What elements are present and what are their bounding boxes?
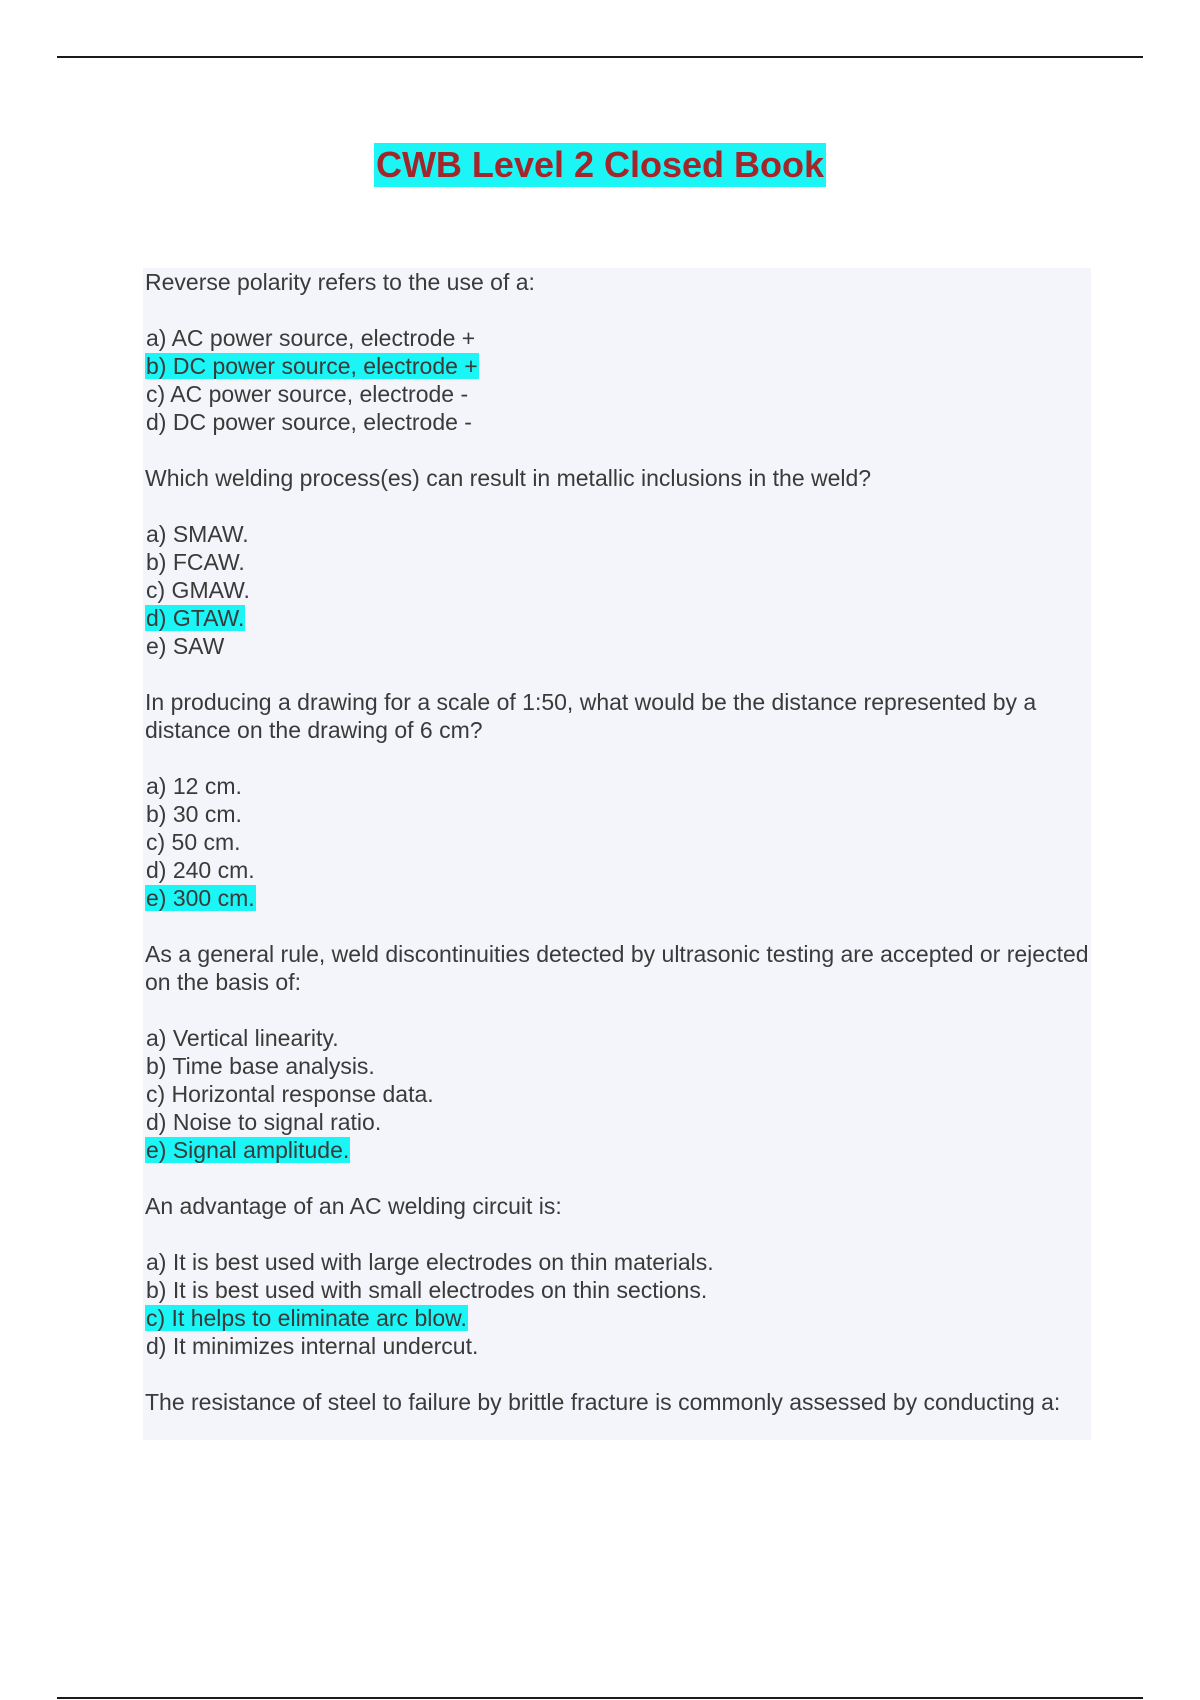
- option: a) It is best used with large electrodes on thin materials.: [146, 1249, 714, 1275]
- option: a) 12 cm.: [146, 773, 242, 799]
- option: b) It is best used with small electrodes on thin sections.: [146, 1277, 708, 1303]
- question-3: [145, 688, 1091, 912]
- option: c) Horizontal response data.: [146, 1081, 434, 1107]
- option-correct: e) Signal amplitude.: [146, 1137, 350, 1163]
- question-text: Reverse polarity refers to the use of a:: [145, 269, 535, 295]
- option: a) Vertical linearity.: [146, 1025, 339, 1051]
- question-text: An advantage of an AC welding circuit is:: [145, 1193, 562, 1219]
- top-rule: [57, 56, 1143, 58]
- option: b) Time base analysis.: [146, 1053, 375, 1079]
- option: c) AC power source, electrode -: [146, 381, 469, 407]
- question-text: In producing a drawing for a scale of 1:50, what would be the distance represented by a distance on the drawing of 6 cm?: [145, 689, 1037, 743]
- option: b) FCAW.: [146, 549, 245, 575]
- question-text: As a general rule, weld discontinuities detected by ultrasonic testing are accepted or rejected on the basis of:: [145, 941, 1089, 995]
- option: c) 50 cm.: [146, 829, 241, 855]
- option: d) DC power source, electrode -: [146, 409, 472, 435]
- question-panel: [143, 268, 1091, 1440]
- option: a) SMAW.: [146, 521, 249, 547]
- option: a) AC power source, electrode +: [146, 325, 476, 351]
- option: d) It minimizes internal undercut.: [146, 1333, 479, 1359]
- question-4: [145, 940, 1091, 1164]
- question-5: [145, 1192, 1091, 1360]
- option: d) 240 cm.: [146, 857, 255, 883]
- option: b) 30 cm.: [146, 801, 242, 827]
- question-6: [145, 1388, 1091, 1416]
- document-title: CWB Level 2 Closed Book: [375, 144, 825, 185]
- option: e) SAW: [146, 633, 225, 659]
- option: c) GMAW.: [146, 577, 250, 603]
- bottom-rule: [57, 1697, 1143, 1699]
- question-2: [145, 464, 1091, 660]
- option-correct: d) GTAW.: [146, 605, 245, 631]
- title-wrap: [0, 143, 1200, 187]
- question-text: Which welding process(es) can result in metallic inclusions in the weld?: [145, 465, 872, 491]
- option-correct: c) It helps to eliminate arc blow.: [146, 1305, 467, 1331]
- question-text: The resistance of steel to failure by brittle fracture is commonly assessed by conducting a:: [145, 1389, 1061, 1415]
- option: d) Noise to signal ratio.: [146, 1109, 382, 1135]
- option-correct: b) DC power source, electrode +: [146, 353, 478, 379]
- question-1: [145, 268, 1091, 436]
- option-correct: e) 300 cm.: [146, 885, 255, 911]
